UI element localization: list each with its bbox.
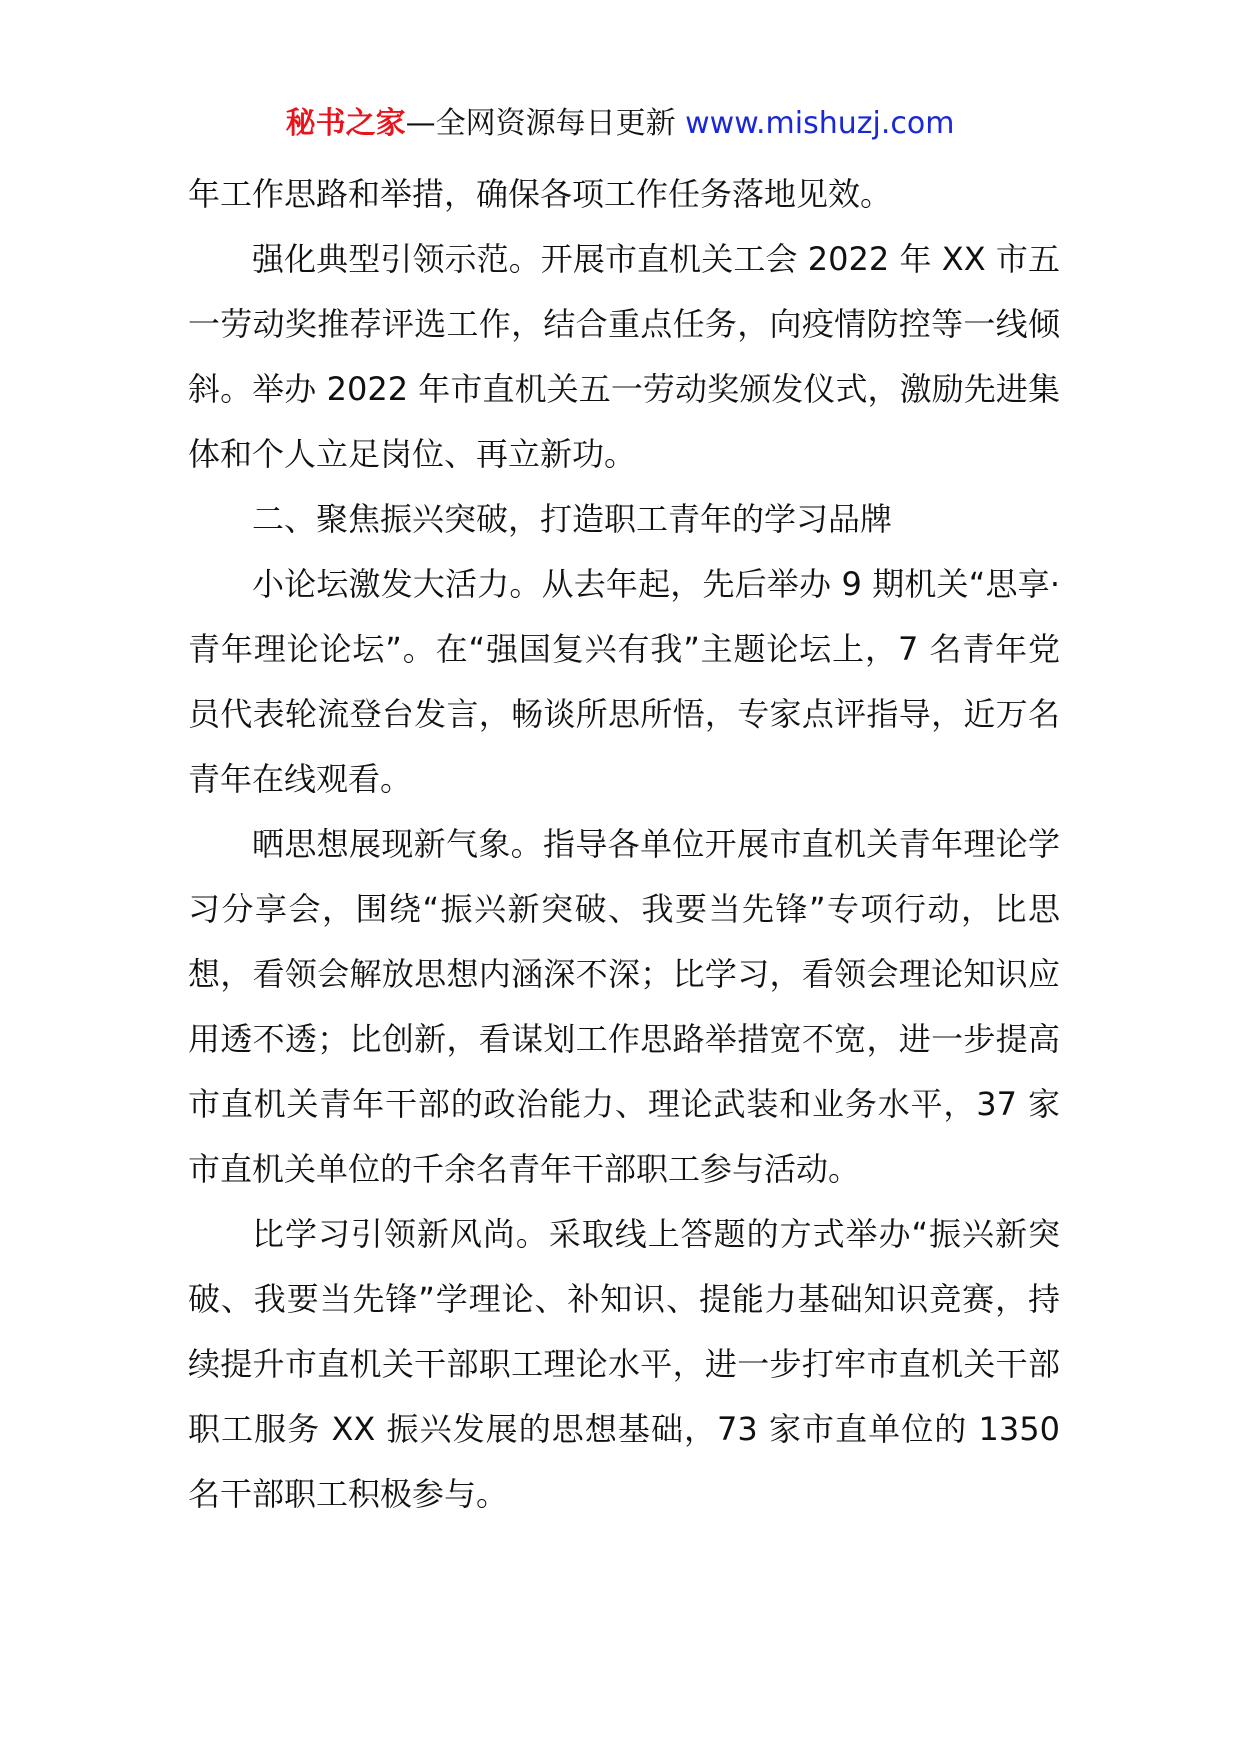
document-body — [188, 162, 1060, 1527]
paragraph-continuation: 年工作思路和举措，确保各项工作任务落地见效。 — [188, 175, 893, 213]
paragraph-study-contest: 比学习引领新风尚。采取线上答题的方式举办“振兴新突破、我要当先锋”学理论、补知识、提能力基础知识竞赛，持续提升市直机关干部职工理论水平，进一步打牢市直机关干部职工服务 XX 振兴发展的思想基础，73 家市直单位的 1350 名干部职工积极参与。 — [188, 1215, 1060, 1513]
paragraph-typical-model: 强化典型引领示范。开展市直机关工会 2022 年 XX 市五一劳动奖推荐评选工作，结合重点任务，向疫情防控等一线倾斜。举办 2022 年市直机关五一劳动奖颁发仪式，激励先进集体和个人立足岗位、再立新功。 — [188, 240, 1060, 473]
section-heading-2: 二、聚焦振兴突破，打造职工青年的学习品牌 — [252, 500, 893, 538]
page-header — [0, 104, 1240, 144]
paragraph-forum: 小论坛激发大活力。从去年起，先后举办 9 期机关“思享·青年理论论坛”。在“强国复兴有我”主题论坛上，7 名青年党员代表轮流登台发言，畅谈所思所悟，专家点评指导，近万名青年在线观看。 — [188, 565, 1060, 798]
header-slogan: —全网资源每日更新 — [405, 106, 676, 141]
header-brand: 秘书之家 — [285, 106, 406, 141]
paragraph-thought-sharing: 晒思想展现新气象。指导各单位开展市直机关青年理论学习分享会，围绕“振兴新突破、我要当先锋”专项行动，比思想，看领会解放思想内涵深不深；比学习，看领会理论知识应用透不透；比创新，看谋划工作思路举措宽不宽，进一步提高市直机关青年干部的政治能力、理论武装和业务水平，37 家市直机关单位的千余名青年干部职工参与活动。 — [188, 825, 1060, 1188]
header-url-link[interactable]: www.mishuzj.com — [685, 106, 955, 141]
